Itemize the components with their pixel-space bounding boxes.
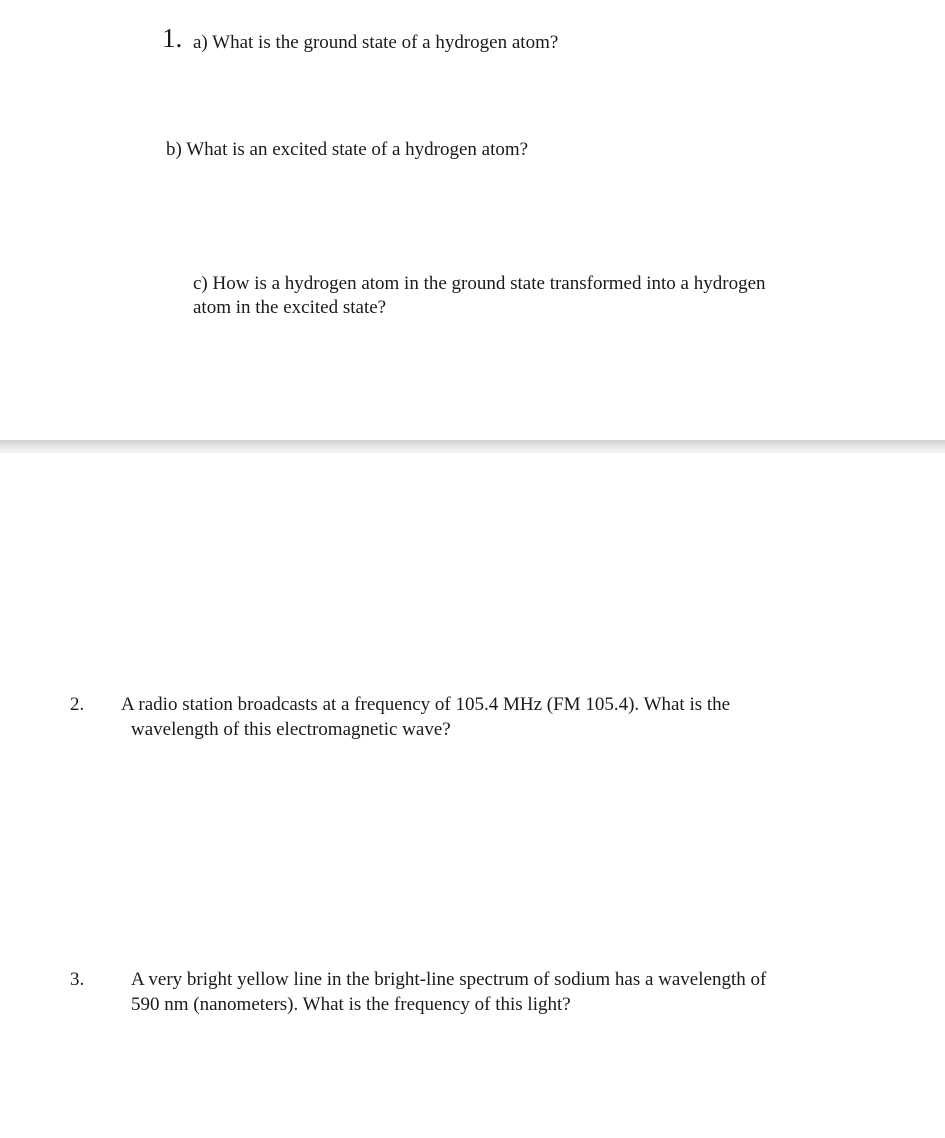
question-2-line-2: wavelength of this electromagnetic wave?: [131, 719, 451, 740]
question-3-number: 3.: [70, 969, 85, 990]
question-1-number: 1.: [162, 23, 183, 53]
worksheet-page-2: [0, 453, 945, 1138]
question-3-line-1: A very bright yellow line in the bright-line spectrum of sodium has a wavelength of: [131, 969, 767, 990]
question-1b-text: b) What is an excited state of a hydrogen atom?: [166, 139, 529, 160]
question-3-line-2: 590 nm (nanometers). What is the frequency of this light?: [131, 994, 571, 1015]
question-1c-line-2: atom in the excited state?: [193, 297, 387, 318]
question-1a-text: a) What is the ground state of a hydrogen atom?: [193, 32, 559, 53]
worksheet-page-1: [0, 0, 945, 440]
question-1c-text: [193, 272, 766, 320]
page-divider: [0, 440, 945, 453]
question-2-line-1: A radio station broadcasts at a frequency of 105.4 MHz (FM 105.4). What is the: [121, 694, 731, 715]
question-2-number: 2.: [70, 694, 85, 715]
question-1c-line-1: c) How is a hydrogen atom in the ground state transformed into a hydrogen: [193, 273, 766, 294]
